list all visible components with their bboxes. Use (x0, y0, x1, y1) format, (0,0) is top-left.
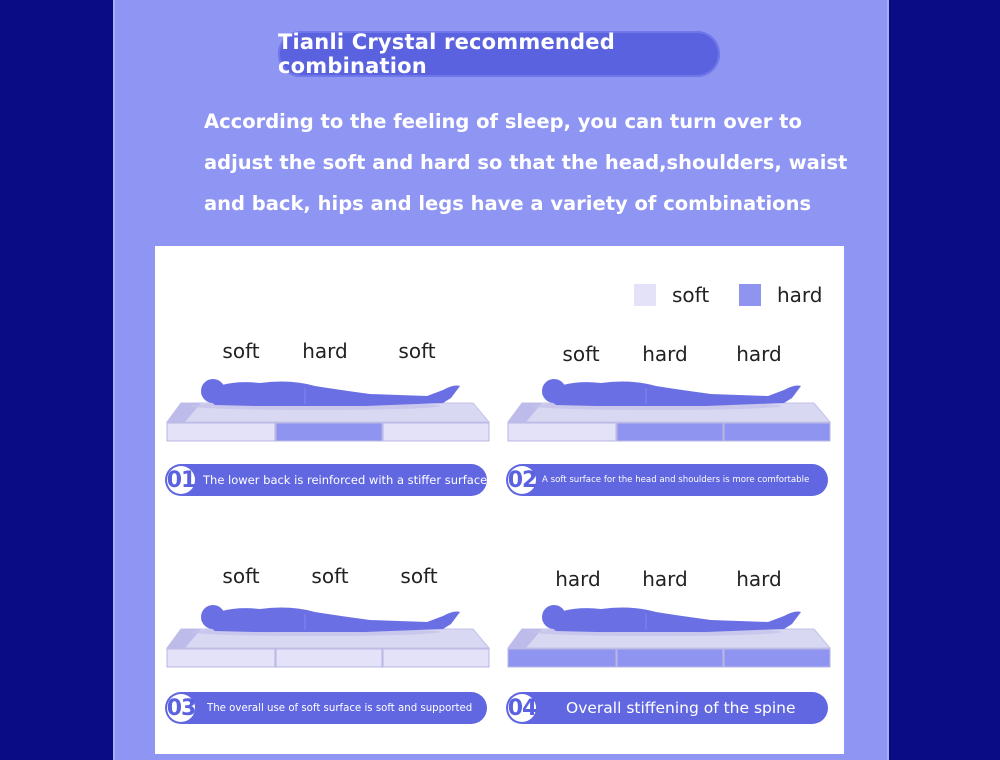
sleeping-figure-icon (542, 379, 801, 406)
combination-pill (506, 464, 828, 496)
page-title: Tianli Crystal recommended combination (278, 31, 720, 77)
mattress-zone-soft (167, 423, 275, 441)
combination-number: 04 (507, 695, 537, 721)
sleeping-figure-icon (201, 379, 460, 406)
zone-label-legs: soft (398, 339, 436, 363)
soft-swatch (634, 284, 656, 306)
combination-number: 01 (166, 467, 196, 493)
mattress-zone-hard (617, 649, 723, 667)
combination-caption: A soft surface for the head and shoulders is more comfortable (542, 475, 810, 485)
mattress-zone-hard (617, 423, 723, 441)
zone-label-legs: soft (400, 564, 438, 588)
mattress-zone-soft (276, 649, 382, 667)
zone-label-waist: hard (642, 342, 688, 366)
combination-pill (165, 464, 487, 496)
combination-caption: The overall use of soft surface is soft and supported (207, 702, 473, 714)
intro-text (204, 101, 848, 224)
zone-label-head: soft (222, 339, 260, 363)
legend-hard (739, 282, 823, 308)
mattress-zone-hard (724, 649, 830, 667)
legend-hard-label: hard (777, 283, 823, 307)
mattress-scene (165, 602, 491, 670)
zone-label-legs: hard (736, 342, 782, 366)
mattress-zone-soft (383, 423, 489, 441)
mattress-zone-hard (276, 423, 382, 441)
combination-number: 02 (507, 467, 537, 493)
zone-label-legs: hard (736, 567, 782, 591)
combination-caption: Overall stiffening of the spine (566, 699, 796, 717)
mattress-zone-soft (167, 649, 275, 667)
legend-soft (634, 282, 709, 308)
sleeping-figure-icon (201, 605, 460, 632)
combination-pill (506, 692, 828, 724)
mattress-scene (506, 602, 832, 670)
mattress-scene (506, 376, 832, 444)
legend-soft-label: soft (672, 283, 710, 307)
intro-line-2: adjust the soft and hard so that the head,shoulders, waist (204, 151, 848, 174)
mattress-zone-hard (508, 649, 616, 667)
hard-swatch (739, 284, 761, 306)
combination-caption: The lower back is reinforced with a stiffer surface (203, 473, 488, 487)
combination-pill (165, 692, 487, 724)
zone-label-head: soft (562, 342, 600, 366)
mattress-zone-soft (383, 649, 489, 667)
zone-label-waist: hard (302, 339, 348, 363)
mattress-zone-hard (724, 423, 830, 441)
intro-line-1: According to the feeling of sleep, you can turn over to (204, 110, 802, 133)
zone-label-waist: soft (311, 564, 349, 588)
zone-label-head: hard (555, 567, 601, 591)
intro-line-3: and back, hips and legs have a variety of combinations (204, 192, 812, 215)
combination-number: 03 (166, 695, 196, 721)
zone-label-head: soft (222, 564, 260, 588)
mattress-zone-soft (508, 423, 616, 441)
zone-label-waist: hard (642, 567, 688, 591)
mattress-scene (165, 376, 491, 444)
combinations-card (155, 246, 844, 754)
sleeping-figure-icon (542, 605, 801, 632)
